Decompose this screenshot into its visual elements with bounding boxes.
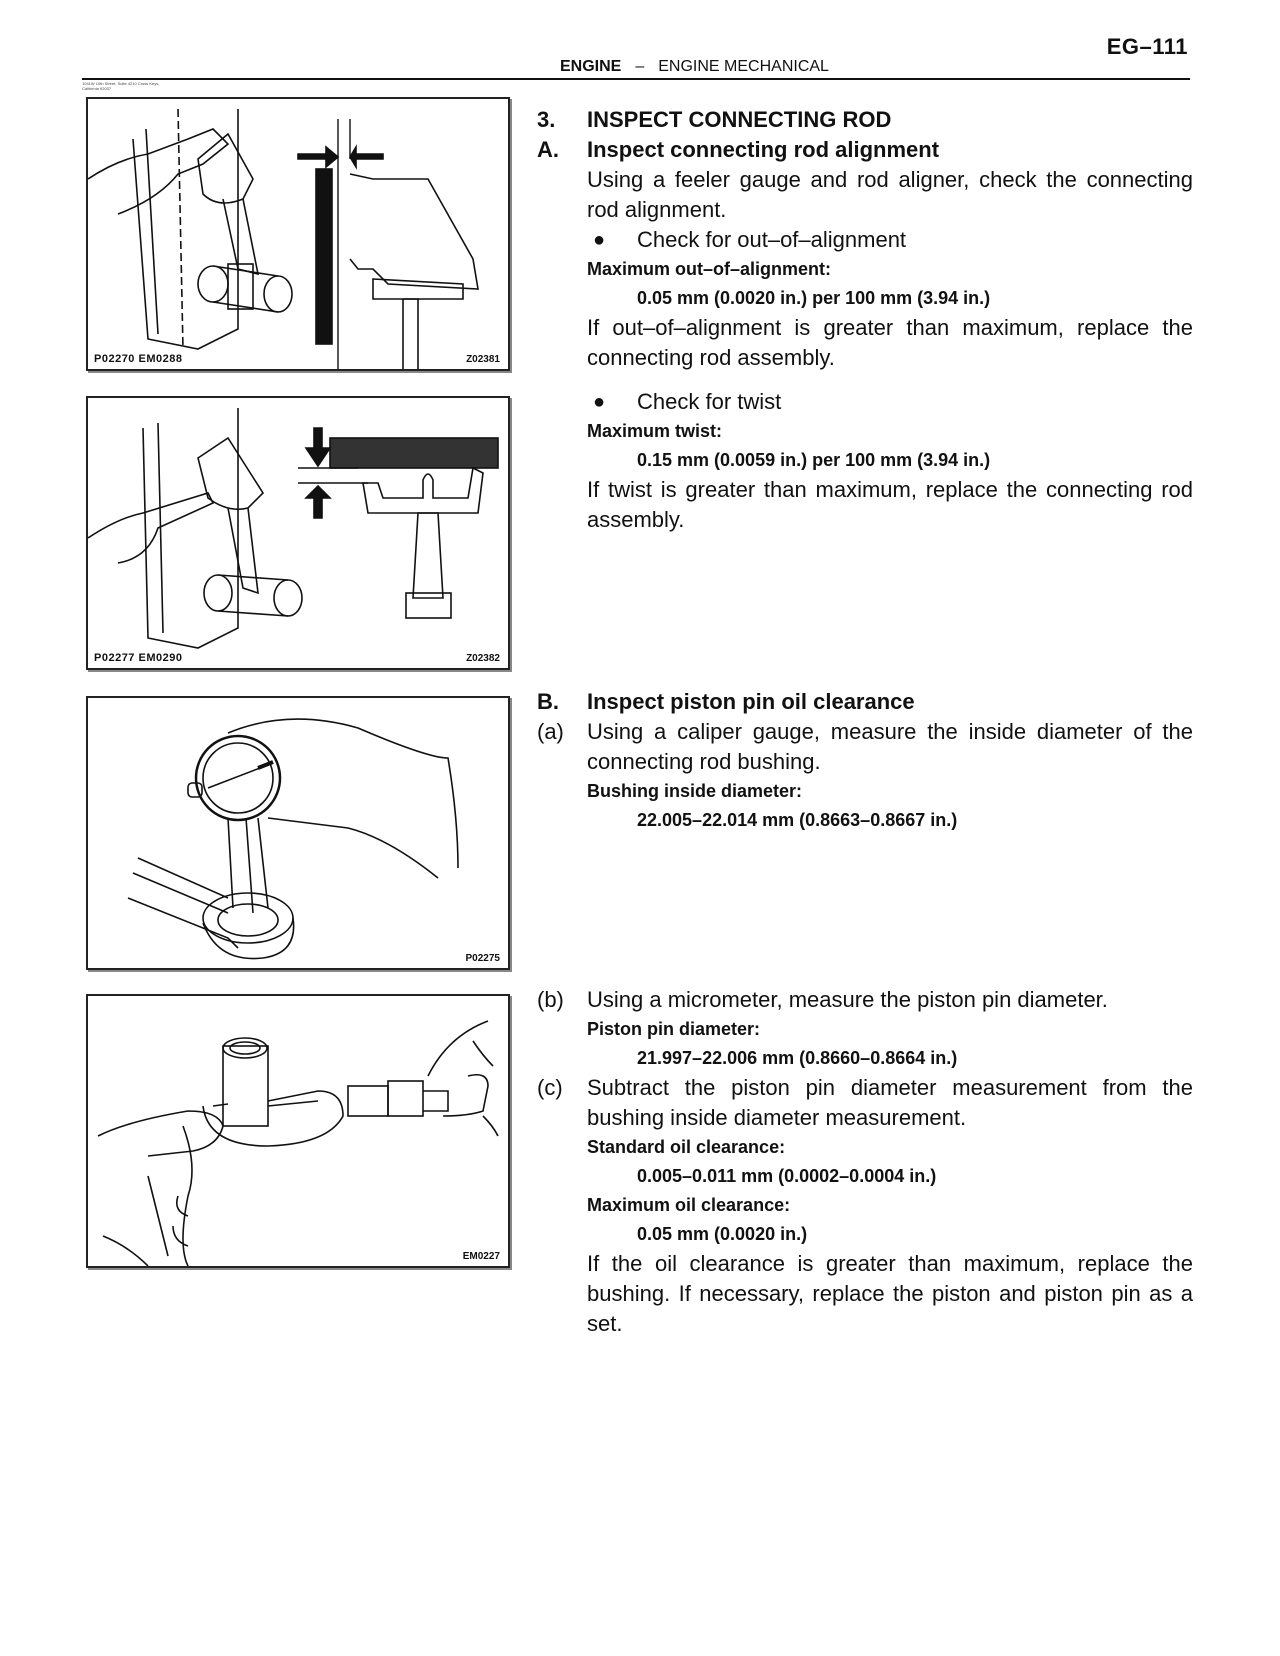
- spec-label: Bushing inside diameter:: [587, 781, 803, 801]
- figure-caption-right: P02275: [465, 953, 500, 964]
- section-title: ENGINE: [560, 58, 622, 75]
- figure-caption-right: Z02382: [466, 653, 500, 664]
- step-label: (c): [537, 1075, 563, 1100]
- illustration-rod-aligner-twist: [88, 398, 508, 668]
- step-label: (a): [537, 719, 564, 744]
- spec-value: 0.05 mm (0.0020 in.): [637, 1224, 808, 1244]
- spec-value: 22.005–22.014 mm (0.8663–0.8667 in.): [637, 810, 958, 830]
- note-text: If twist is greater than maximum, replace the connecting rod assembly.: [587, 477, 1193, 532]
- step-label: (b): [537, 987, 564, 1012]
- subsection-title: Inspect connecting rod alignment: [587, 137, 940, 162]
- step-a: [537, 717, 1193, 777]
- step-text: Using a micrometer, measure the piston pin diameter.: [587, 987, 1108, 1012]
- instruction-text: Using a feeler gauge and rod aligner, check the connecting rod alignment.: [587, 167, 1193, 222]
- figure-caption-right: Z02381: [466, 354, 500, 365]
- bullet-icon: ●: [593, 391, 606, 413]
- step-text: Subtract the piston pin diameter measurement from the bushing inside diameter measurement.: [587, 1075, 1193, 1130]
- step-text: Using a caliper gauge, measure the inside diameter of the connecting rod bushing.: [587, 719, 1193, 774]
- illustration-rod-aligner-alignment: [88, 99, 508, 369]
- figure-caption-left: P02270 EM0288: [94, 353, 183, 365]
- section-piston-pin-clearance: [537, 687, 1193, 835]
- note-text: If the oil clearance is greater than maximum, replace the bushing. If necessary, replace the piston and piston pin as a set.: [587, 1251, 1193, 1336]
- section-heading: [537, 105, 1193, 135]
- figure-rod-twist: [86, 396, 510, 670]
- section-piston-pin-steps: [537, 985, 1193, 1339]
- figure-caption-right: EM0227: [462, 1251, 500, 1262]
- figure-caption-left: P02277 EM0290: [94, 652, 183, 664]
- subsection-title: Inspect piston pin oil clearance: [587, 689, 915, 714]
- spec-label: Piston pin diameter:: [587, 1019, 761, 1039]
- bullet-item: [537, 225, 1193, 255]
- bullet-item: [537, 387, 1193, 417]
- figure-micrometer: [86, 994, 510, 1268]
- spec-value: 0.005–0.011 mm (0.0002–0.0004 in.): [637, 1166, 937, 1186]
- step-b: [537, 985, 1193, 1015]
- spec-label: Maximum oil clearance:: [587, 1195, 791, 1215]
- page-number: EG–111: [1106, 34, 1188, 59]
- bullet-icon: ●: [593, 229, 606, 251]
- spec-value: 21.997–22.006 mm (0.8660–0.8664 in.): [637, 1048, 958, 1068]
- spec-value: 0.05 mm (0.0020 in.) per 100 mm (3.94 in.): [637, 288, 991, 308]
- section-title: INSPECT CONNECTING ROD: [587, 107, 892, 132]
- running-head: [560, 58, 829, 76]
- figure-caliper-gauge: [86, 696, 510, 970]
- header-rule: [82, 78, 1190, 80]
- section-number: 3.: [537, 107, 556, 132]
- figure-rod-alignment: [86, 97, 510, 371]
- source-note: 1041W 10th Street, Suite 4210 Cross Keys, California 92037: [82, 81, 160, 91]
- note-text: If out–of–alignment is greater than maximum, replace the connecting rod assembly.: [587, 315, 1193, 370]
- subsection-letter: A.: [537, 137, 559, 162]
- spec-label: Standard oil clearance:: [587, 1137, 786, 1157]
- illustration-micrometer-piston-pin: [88, 996, 508, 1266]
- subsection-heading: [537, 687, 1193, 717]
- step-c: [537, 1073, 1193, 1133]
- subsection-letter: B.: [537, 689, 559, 714]
- section-rod-alignment: [537, 105, 1193, 535]
- bullet-text: Check for twist: [637, 389, 782, 414]
- subsection-heading: [537, 135, 1193, 165]
- subsection-title: ENGINE MECHANICAL: [658, 58, 829, 75]
- illustration-caliper-gauge-bushing: [88, 698, 508, 968]
- spec-label: Maximum out–of–alignment:: [587, 259, 832, 279]
- bullet-text: Check for out–of–alignment: [637, 227, 907, 252]
- separator: –: [635, 58, 645, 75]
- spec-label: Maximum twist:: [587, 421, 723, 441]
- spec-value: 0.15 mm (0.0059 in.) per 100 mm (3.94 in.): [637, 450, 991, 470]
